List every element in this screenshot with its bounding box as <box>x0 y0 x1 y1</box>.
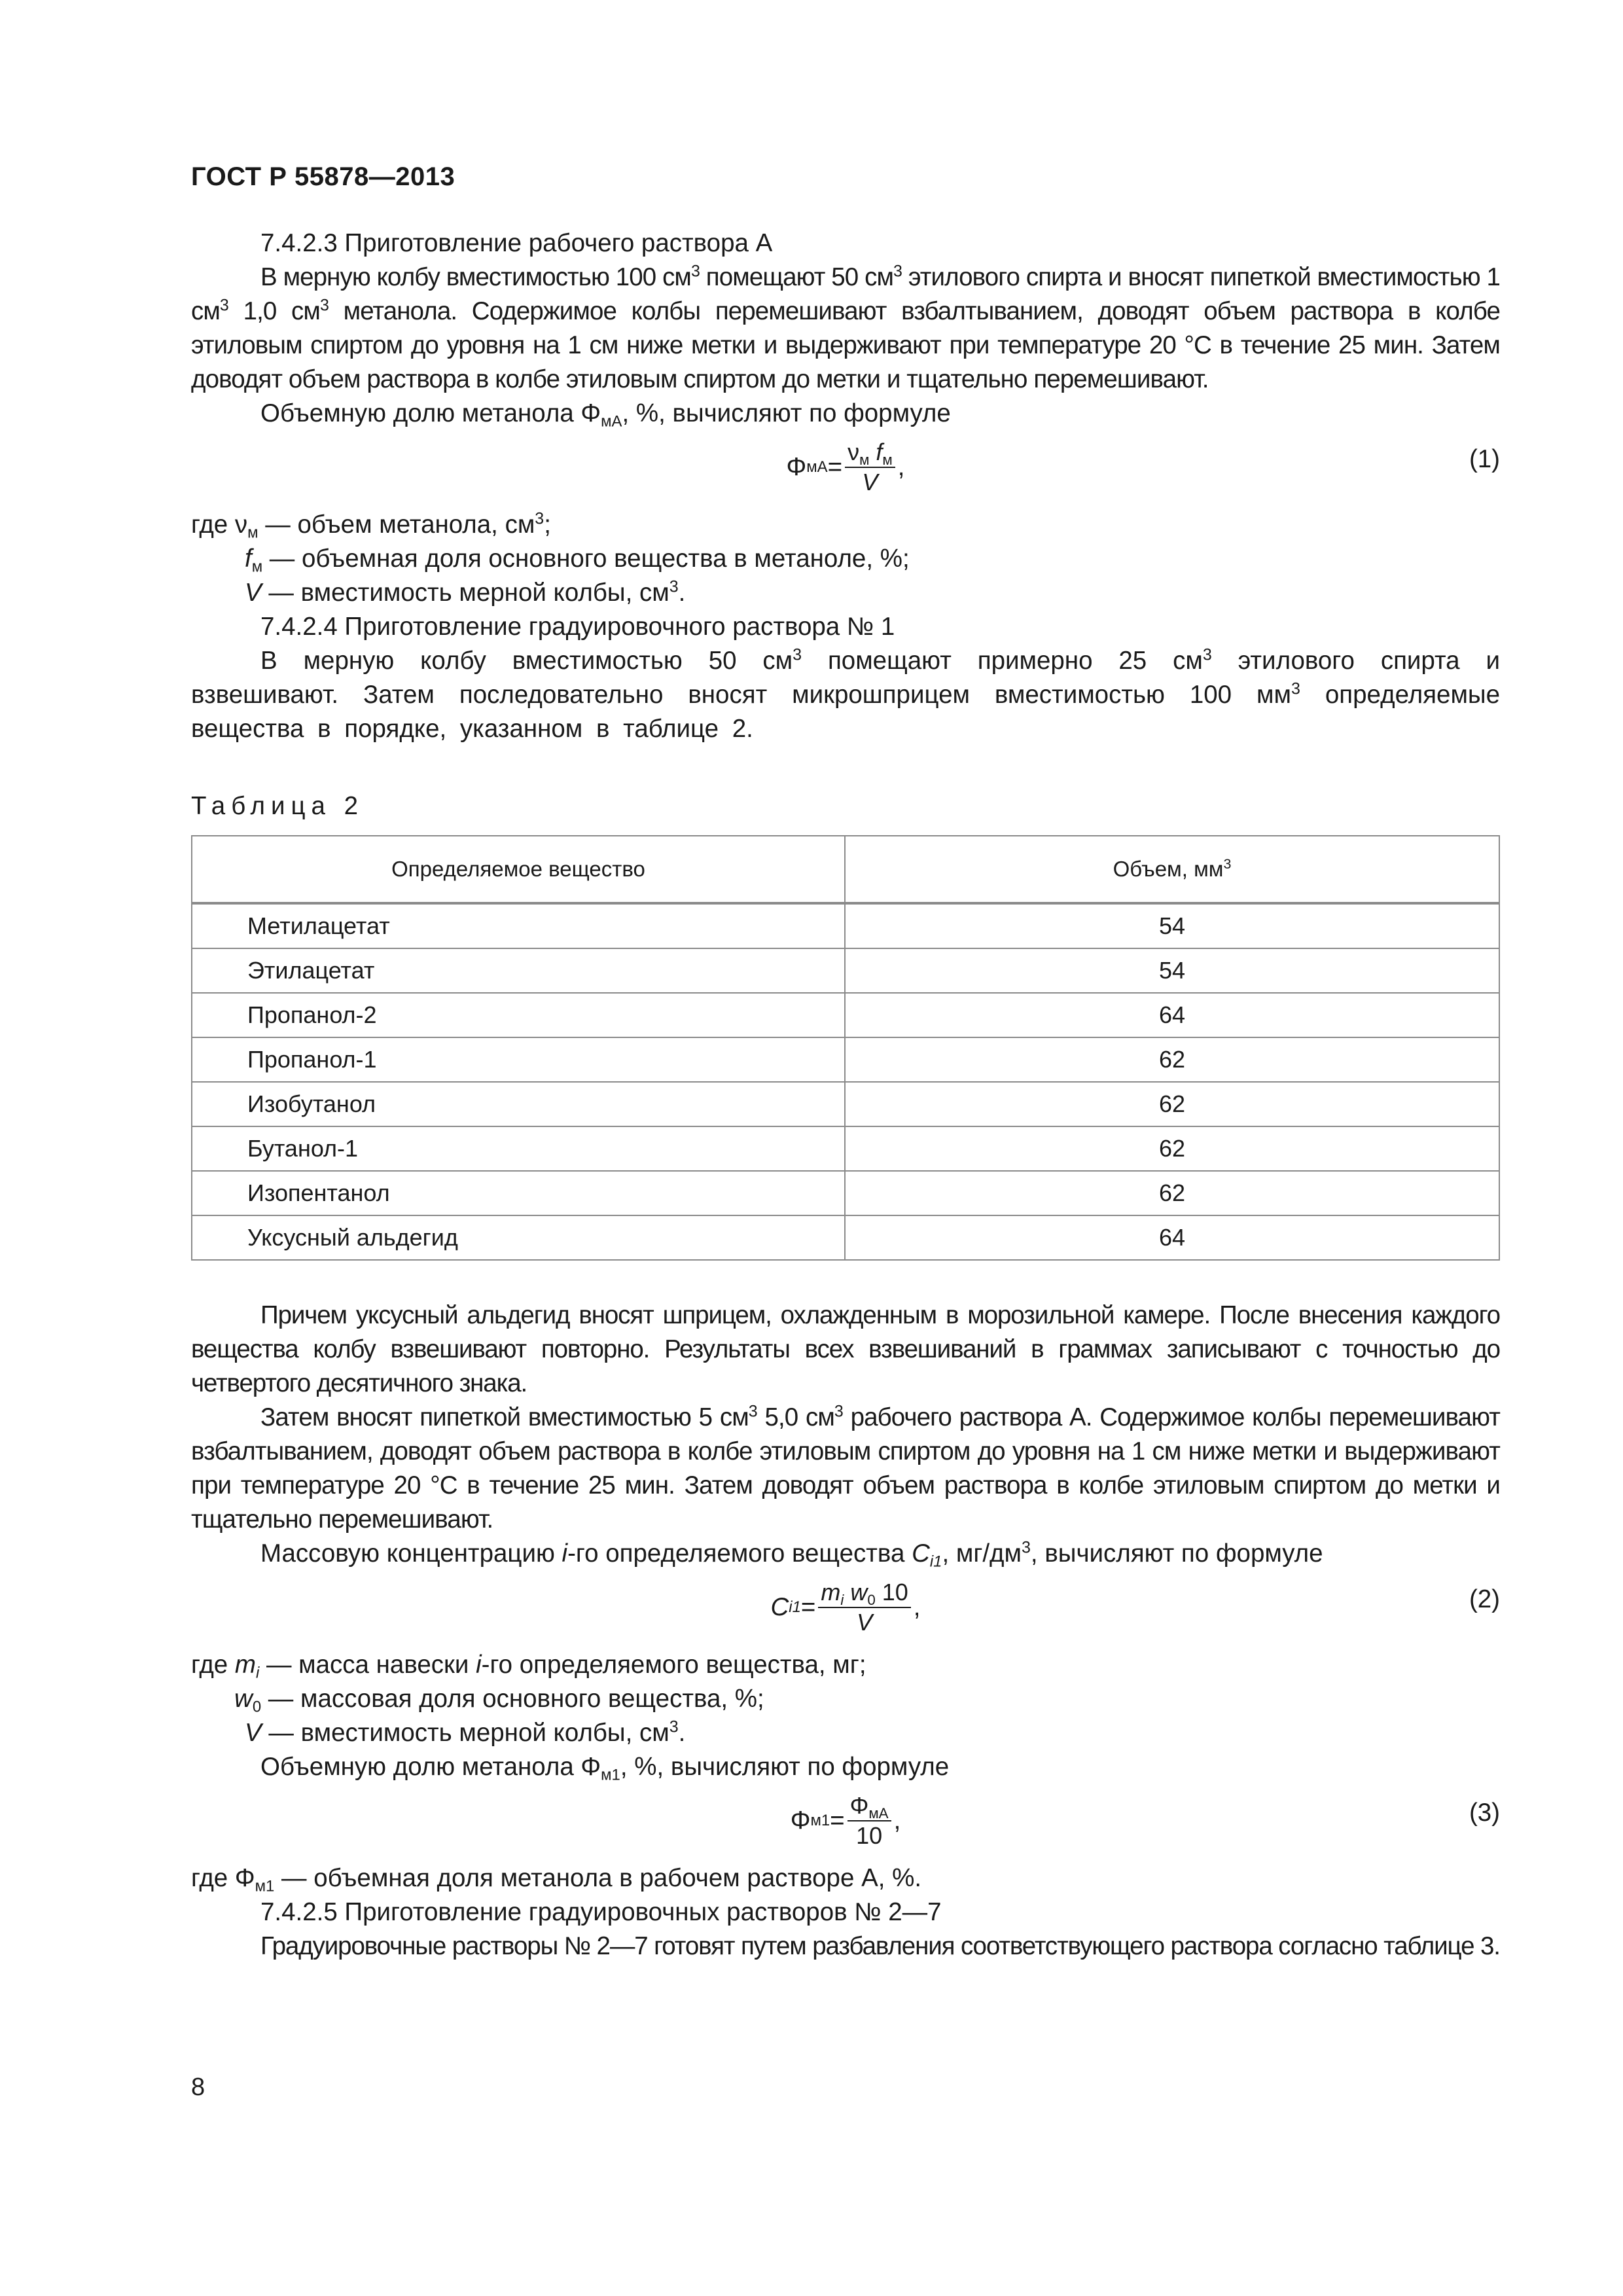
section-heading-7-4-2-3: 7.4.2.3 Приготовление рабочего раствора А <box>260 229 773 257</box>
volume-cell: 64 <box>845 1215 1499 1260</box>
page-number: 8 <box>191 2073 205 2101</box>
table-2 <box>191 835 1500 1261</box>
table-row <box>192 903 1499 948</box>
paragraph-methanol-fraction-intro: Объемную долю метанола $\Phi_{мА}$, %, вычисляют по формуле <box>260 399 951 431</box>
where-line-flask-volume: V — вместимость мерной колбы, $см^3$. <box>245 577 686 607</box>
column-header-volume: Объем, $мм^3$ <box>845 836 1499 903</box>
paragraph-mass-concentration-intro: Массовую концентрацию i-го определяемого вещества $C_{i1}$, $мг/дм^3$, вычисляют по формуле <box>260 1538 1323 1571</box>
table-row <box>192 1126 1499 1171</box>
where-line-fraction-methanol: $f_м$ — объемная доля основного вещества в метаноле, %; <box>245 545 910 576</box>
paragraph-calibration-1: В мерную колбу вместимостью 50 $см^3$ помещают примерно 25 $см^3$ этилового спирта и взвешивают. Затем последовательно вносят микрошприцем вместимостью 100 $мм^3$ определяемые вещества в порядке, указанном в таблице 2. <box>191 645 1500 743</box>
section-heading-7-4-2-4: 7.4.2.4 Приготовление градуировочного раствора № 1 <box>260 613 895 641</box>
formula-1-fraction: $\frac{\nu_м f_м}{V}$ <box>845 438 895 497</box>
paragraph-add-working-solution: Затем вносят пипеткой вместимостью 5 $см^3$ 5,0 $см^3$ рабочего раствора А. Содержимое колбы перемешивают взбалтыванием, доводят объем раствора в колбе этиловым спиртом до уровня на 1 см ниже метки и выдерживают при температуре 20 °С в течение 25 мин. Затем доводят объем раствора в колбе этиловым спиртом до метки и тщательно перемешивают. <box>191 1402 1500 1534</box>
volume-cell: 62 <box>845 1126 1499 1171</box>
table-2-header-row <box>192 836 1499 903</box>
where-line-methanol-in-working: где $\Phi_{м1}$ — объемная доля метанола в рабочем растворе А, %. <box>191 1864 922 1895</box>
table-row <box>192 948 1499 993</box>
table-row <box>192 1082 1499 1126</box>
document-code-header: ГОСТ Р 55878—2013 <box>191 162 455 191</box>
table-row <box>192 1215 1499 1260</box>
table-row <box>192 1171 1499 1215</box>
substance-cell: Уксусный альдегид <box>192 1215 845 1260</box>
volume-cell: 62 <box>845 1171 1499 1215</box>
formula-1: Φ мА = $\frac{\nu_м f_м}{V}$ , (1) <box>786 439 1500 495</box>
formula-2-number: (2) <box>1469 1585 1500 1613</box>
formula-3-number: (3) <box>1469 1799 1500 1827</box>
substance-cell: Этилацетат <box>192 948 845 993</box>
formula-3-fraction: $\frac{\Phi_{мА}}{10}$ <box>847 1791 891 1850</box>
volume-cell: 54 <box>845 948 1499 993</box>
substance-cell: Изопентанол <box>192 1171 845 1215</box>
where-line-volume-methanol: где $\nu_м$ — объем метанола, $см^3$; <box>191 509 551 542</box>
paragraph-acetaldehyde: Причем уксусный альдегид вносят шприцем, охлажденным в морозильной камере. После внесения каждого вещества колбу взвешивают повторно. Результаты всех взвешиваний в граммах записывают с точностью до четвертого десятичного знака. <box>191 1301 1500 1397</box>
paragraph-calibration-2-7: Градуировочные растворы № 2—7 готовят путем разбавления соответствующего раствора согласно таблице 3. <box>260 1932 1500 1960</box>
formula-2-fraction: $\frac{m_i w_0 10}{V}$ <box>818 1578 910 1637</box>
paragraph-preparation-a: В мерную колбу вместимостью 100 $см^3$ помещают 50 $см^3$ этилового спирта и вносят пипеткой вместимостью 1 $см^3$ 1,0 $см^3$ метанола. Содержимое колбы перемешивают взбалтыванием, доводят объем раствора в колбе этиловым спиртом до уровня на 1 см ниже метки и выдерживают при температуре 20 °С в течение 25 мин. Затем доводят объем раствора в колбе этиловым спиртом до метки и тщательно перемешивают. <box>191 262 1500 393</box>
paragraph-methanol-fraction-intro-2: Объемную долю метанола $\Phi_{м1}$, %, вычисляют по формуле <box>260 1753 950 1784</box>
where-line-sample-mass: где $m_i$ — масса навески i-го определяемого вещества, мг; <box>191 1651 866 1682</box>
section-heading-7-4-2-5: 7.4.2.5 Приготовление градуировочных растворов № 2—7 <box>260 1898 942 1926</box>
volume-cell: 64 <box>845 993 1499 1037</box>
formula-1-number: (1) <box>1469 445 1500 473</box>
formula-3: Φ м1 = $\frac{\Phi_{мА}}{10}$ , (3) <box>790 1792 1500 1849</box>
substance-cell: Пропанол-1 <box>192 1037 845 1082</box>
table-row <box>192 993 1499 1037</box>
where-line-mass-fraction: $w_0$ — массовая доля основного вещества, %; <box>234 1685 764 1716</box>
substance-cell: Метилацетат <box>192 903 845 948</box>
table-2-caption: Таблица 2 <box>191 792 365 820</box>
column-header-substance: Определяемое вещество <box>192 836 845 903</box>
where-line-flask-volume-2: V — вместимость мерной колбы, $см^3$. <box>245 1717 686 1747</box>
page-content <box>191 226 1500 1964</box>
volume-cell: 54 <box>845 903 1499 948</box>
formula-2: C i1 = $\frac{m_i w_0 10}{V}$ , (2) <box>770 1579 1500 1636</box>
substance-cell: Пропанол-2 <box>192 993 845 1037</box>
table-row <box>192 1037 1499 1082</box>
volume-cell: 62 <box>845 1037 1499 1082</box>
substance-cell: Изобутанол <box>192 1082 845 1126</box>
substance-cell: Бутанол-1 <box>192 1126 845 1171</box>
volume-cell: 62 <box>845 1082 1499 1126</box>
